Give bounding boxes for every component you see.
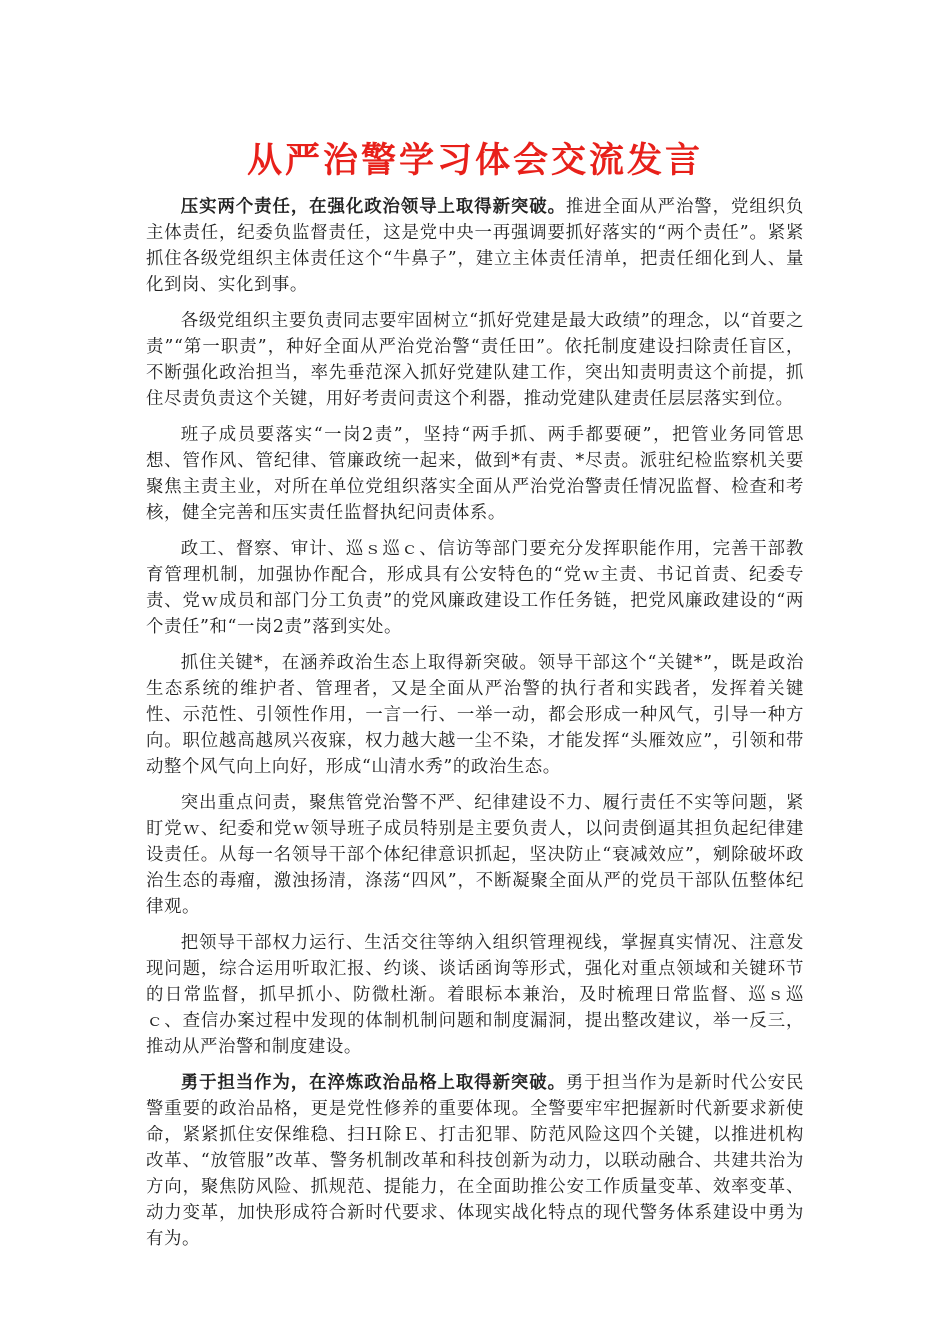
paragraph-4 [146,536,804,640]
paragraph-text: 把领导干部权力运行、生活交往等纳入组织管理视线，掌握真实情况、注意发现问题，综合运用听取汇报、约谈、谈话函询等形式，强化对重点领域和关键环节的日常监督，抓早抓小、防微杜渐。着眼标本兼治，及时梳理日常监督、巡ｓ巡ｃ、查信办案过程中发现的体制机制问题和制度漏洞，提出整改建议，举一反三，推动从严治警和制度建设。 [146,933,804,1057]
paragraph-text: 推进全面从严治警，党组织负主体责任，纪委负监督责任，这是党中央一再强调要抓好落实的“两个责任”。紧紧抓住各级党组织主体责任这个“牛鼻子”，建立主体责任清单，把责任细化到人、量化到岗、实化到事。 [146,197,804,295]
paragraph-8 [146,1070,804,1252]
paragraph-text: 勇于担当作为是新时代公安民警重要的政治品格，更是党性修养的重要体现。全警要牢牢把握新时代新要求新使命，紧紧抓住安保维稳、扫Ｈ除Ｅ、打击犯罪、防范风险这四个关键，以推进机构改革、“放管服”改革、警务机制改革和科技创新为动力，以联动融合、共建共治为方向，聚焦防风险、抓规范、提能力，在全面助推公安工作质量变革、效率变革、动力变革，加快形成符合新时代要求、体现实战化特点的现代警务体系建设中勇为有为。 [146,1073,804,1249]
paragraph-1 [146,194,804,298]
paragraph-text: 班子成员要落实“一岗2责”，坚持“两手抓、两手都要硬”，把管业务同管思想、管作风、管纪律、管廉政统一起来，做到*有责、*尽责。派驻纪检监察机关要聚焦主责主业，对所在单位党组织落实全面从严治党治警责任情况监督、检查和考核，健全完善和压实责任监督执纪问责体系。 [146,425,804,523]
paragraph-2 [146,308,804,412]
paragraph-text: 突出重点问责，聚焦管党治警不严、纪律建设不力、履行责任不实等问题，紧盯党ｗ、纪委和党ｗ领导班子成员特别是主要负责人，以问责倒逼其担负起纪律建设责任。从每一名领导干部个体纪律意识抓起，坚决防止“衰减效应”，剜除破坏政治生态的毒瘤，激浊扬清，涤荡“四风”，不断凝聚全面从严的党员干部队伍整体纪律观。 [146,793,804,917]
paragraph-7 [146,930,804,1060]
document-page [146,138,804,1262]
paragraph-text: 各级党组织主要负责同志要牢固树立“抓好党建是最大政绩”的理念，以“首要之责”“第一职责”，种好全面从严治党治警“责任田”。依托制度建设扫除责任盲区，不断强化政治担当，率先垂范深入抓好党建队建工作，突出知责明责这个前提，抓住尽责负责这个关键，用好考责问责这个利器，推动党建队建责任层层落实到位。 [146,311,804,409]
paragraph-lead: 压实两个责任，在强化政治领导上取得新突破。 [180,197,566,217]
document-title: 从严治警学习体会交流发言 [246,141,703,181]
paragraph-text: 政工、督察、审计、巡ｓ巡ｃ、信访等部门要充分发挥职能作用，完善干部教育管理机制，加强协作配合，形成具有公安特色的“党ｗ主责、书记首责、纪委专责、党ｗ成员和部门分工负责”的党风廉政建设工作任务链，把党风廉政建设的“两个责任”和“一岗2责”落到实处。 [146,539,804,637]
paragraph-3 [146,422,804,526]
paragraph-5 [146,650,804,780]
paragraph-text: 抓住关键*，在涵养政治生态上取得新突破。领导干部这个“关键*”，既是政治生态系统的维护者、管理者，又是全面从严治警的执行者和实践者，发挥着关键性、示范性、引领性作用，一言一行、一举一动，都会形成一种风气，引导一种方向。职位越高越夙兴夜寐，权力越大越一尘不染，才能发挥“头雁效应”，引领和带动整个风气向上向好，形成“山清水秀”的政治生态。 [146,653,804,777]
paragraph-6 [146,790,804,920]
paragraph-lead: 勇于担当作为，在淬炼政治品格上取得新突破。 [180,1073,566,1093]
